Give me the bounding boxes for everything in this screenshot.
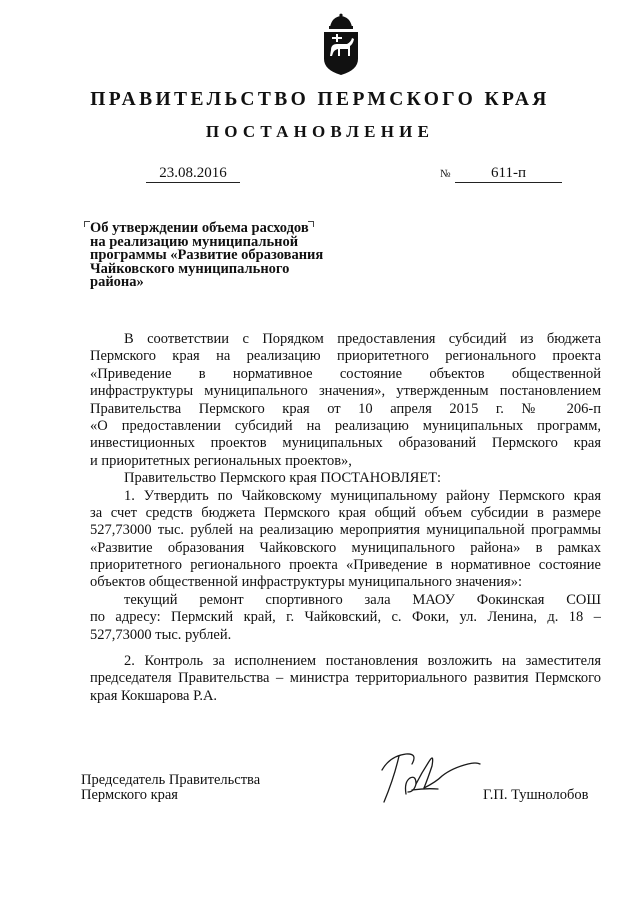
subject-line: программы «Развитие образования bbox=[90, 247, 324, 263]
body-line: текущий ремонт спортивного зала МАОУ Фокинская СОШ bbox=[124, 591, 601, 608]
signatory-position-line: Пермского края bbox=[81, 787, 178, 803]
number-sign: № bbox=[440, 168, 451, 180]
signatory-position bbox=[81, 773, 260, 803]
body-line: инфраструктуры муниципального значения», утвержденным постановлением bbox=[90, 383, 601, 400]
body-line: инвестиционных проектов муниципальных образований Пермского края bbox=[90, 435, 601, 452]
handwritten-signature bbox=[372, 742, 484, 808]
body-line: 527,73000 тыс. рублей на реализацию мероприятия муниципальной программы bbox=[90, 522, 601, 539]
subject-line: на реализацию муниципальной bbox=[90, 233, 299, 250]
coat-of-arms-icon bbox=[318, 13, 364, 77]
body-line: Правительство Пермского края ПОСТАНОВЛЯЕТ: bbox=[124, 470, 442, 487]
body-line: «Приведение в нормативное состояние объектов общественной bbox=[90, 365, 601, 382]
body-line: и приоритетных региональных проектов», bbox=[90, 452, 352, 469]
body-line: Правительства Пермского края от 10 апреля 2015 г. № 206-п bbox=[90, 400, 601, 417]
body-line: 2. Контроль за исполнением постановления возложить на заместителя bbox=[124, 653, 601, 670]
body-line: по адресу: Пермский край, г. Чайковский, с. Фоки, ул. Ленина, д. 18 – bbox=[90, 609, 601, 626]
body-line: 527,73000 тыс. рублей. bbox=[90, 626, 232, 643]
signatory-name: Г.П. Тушнолобов bbox=[483, 787, 589, 803]
body-line: В соответствии с Порядком предоставления субсидий из бюджета bbox=[124, 331, 601, 347]
body-line: объектов общественной инфраструктуры муниципального значения»: bbox=[90, 574, 523, 591]
body-line: «Развитие образования Чайковского муниципального района» в рамках bbox=[90, 539, 601, 556]
document-body bbox=[90, 331, 601, 705]
body-line: за счет средств бюджета Пермского края общий объем субсидии в размере bbox=[90, 504, 601, 521]
body-line: «О предоставлении субсидий на реализацию муниципальных программ, bbox=[90, 417, 601, 434]
body-line: приоритетного регионального проекта «Приведение в нормативное состояние bbox=[90, 557, 601, 574]
body-line: края Кокшарова Р.А. bbox=[90, 687, 218, 704]
document-date: 23.08.2016 bbox=[146, 164, 240, 183]
body-line: 1. Утвердить по Чайковскому муниципальному району Пермского края bbox=[124, 487, 601, 504]
subject-line: Чайковского муниципального bbox=[90, 260, 290, 277]
body-line: Пермского края на реализацию приоритетного регионального проекта bbox=[90, 348, 601, 365]
subject-line: Об утверждении объема расходов bbox=[90, 220, 309, 236]
body-line: председателя Правительства – министра территориального развития Пермского bbox=[90, 670, 601, 687]
subject-line: района» bbox=[90, 274, 144, 290]
document-number: 611-п bbox=[455, 164, 562, 183]
document-subject bbox=[90, 222, 335, 290]
document-type: ПОСТАНОВЛЕНИЕ bbox=[205, 122, 435, 141]
government-title: ПРАВИТЕЛЬСТВО ПЕРМСКОГО КРАЯ bbox=[90, 89, 550, 110]
signatory-position-line: Председатель Правительства bbox=[81, 772, 261, 788]
